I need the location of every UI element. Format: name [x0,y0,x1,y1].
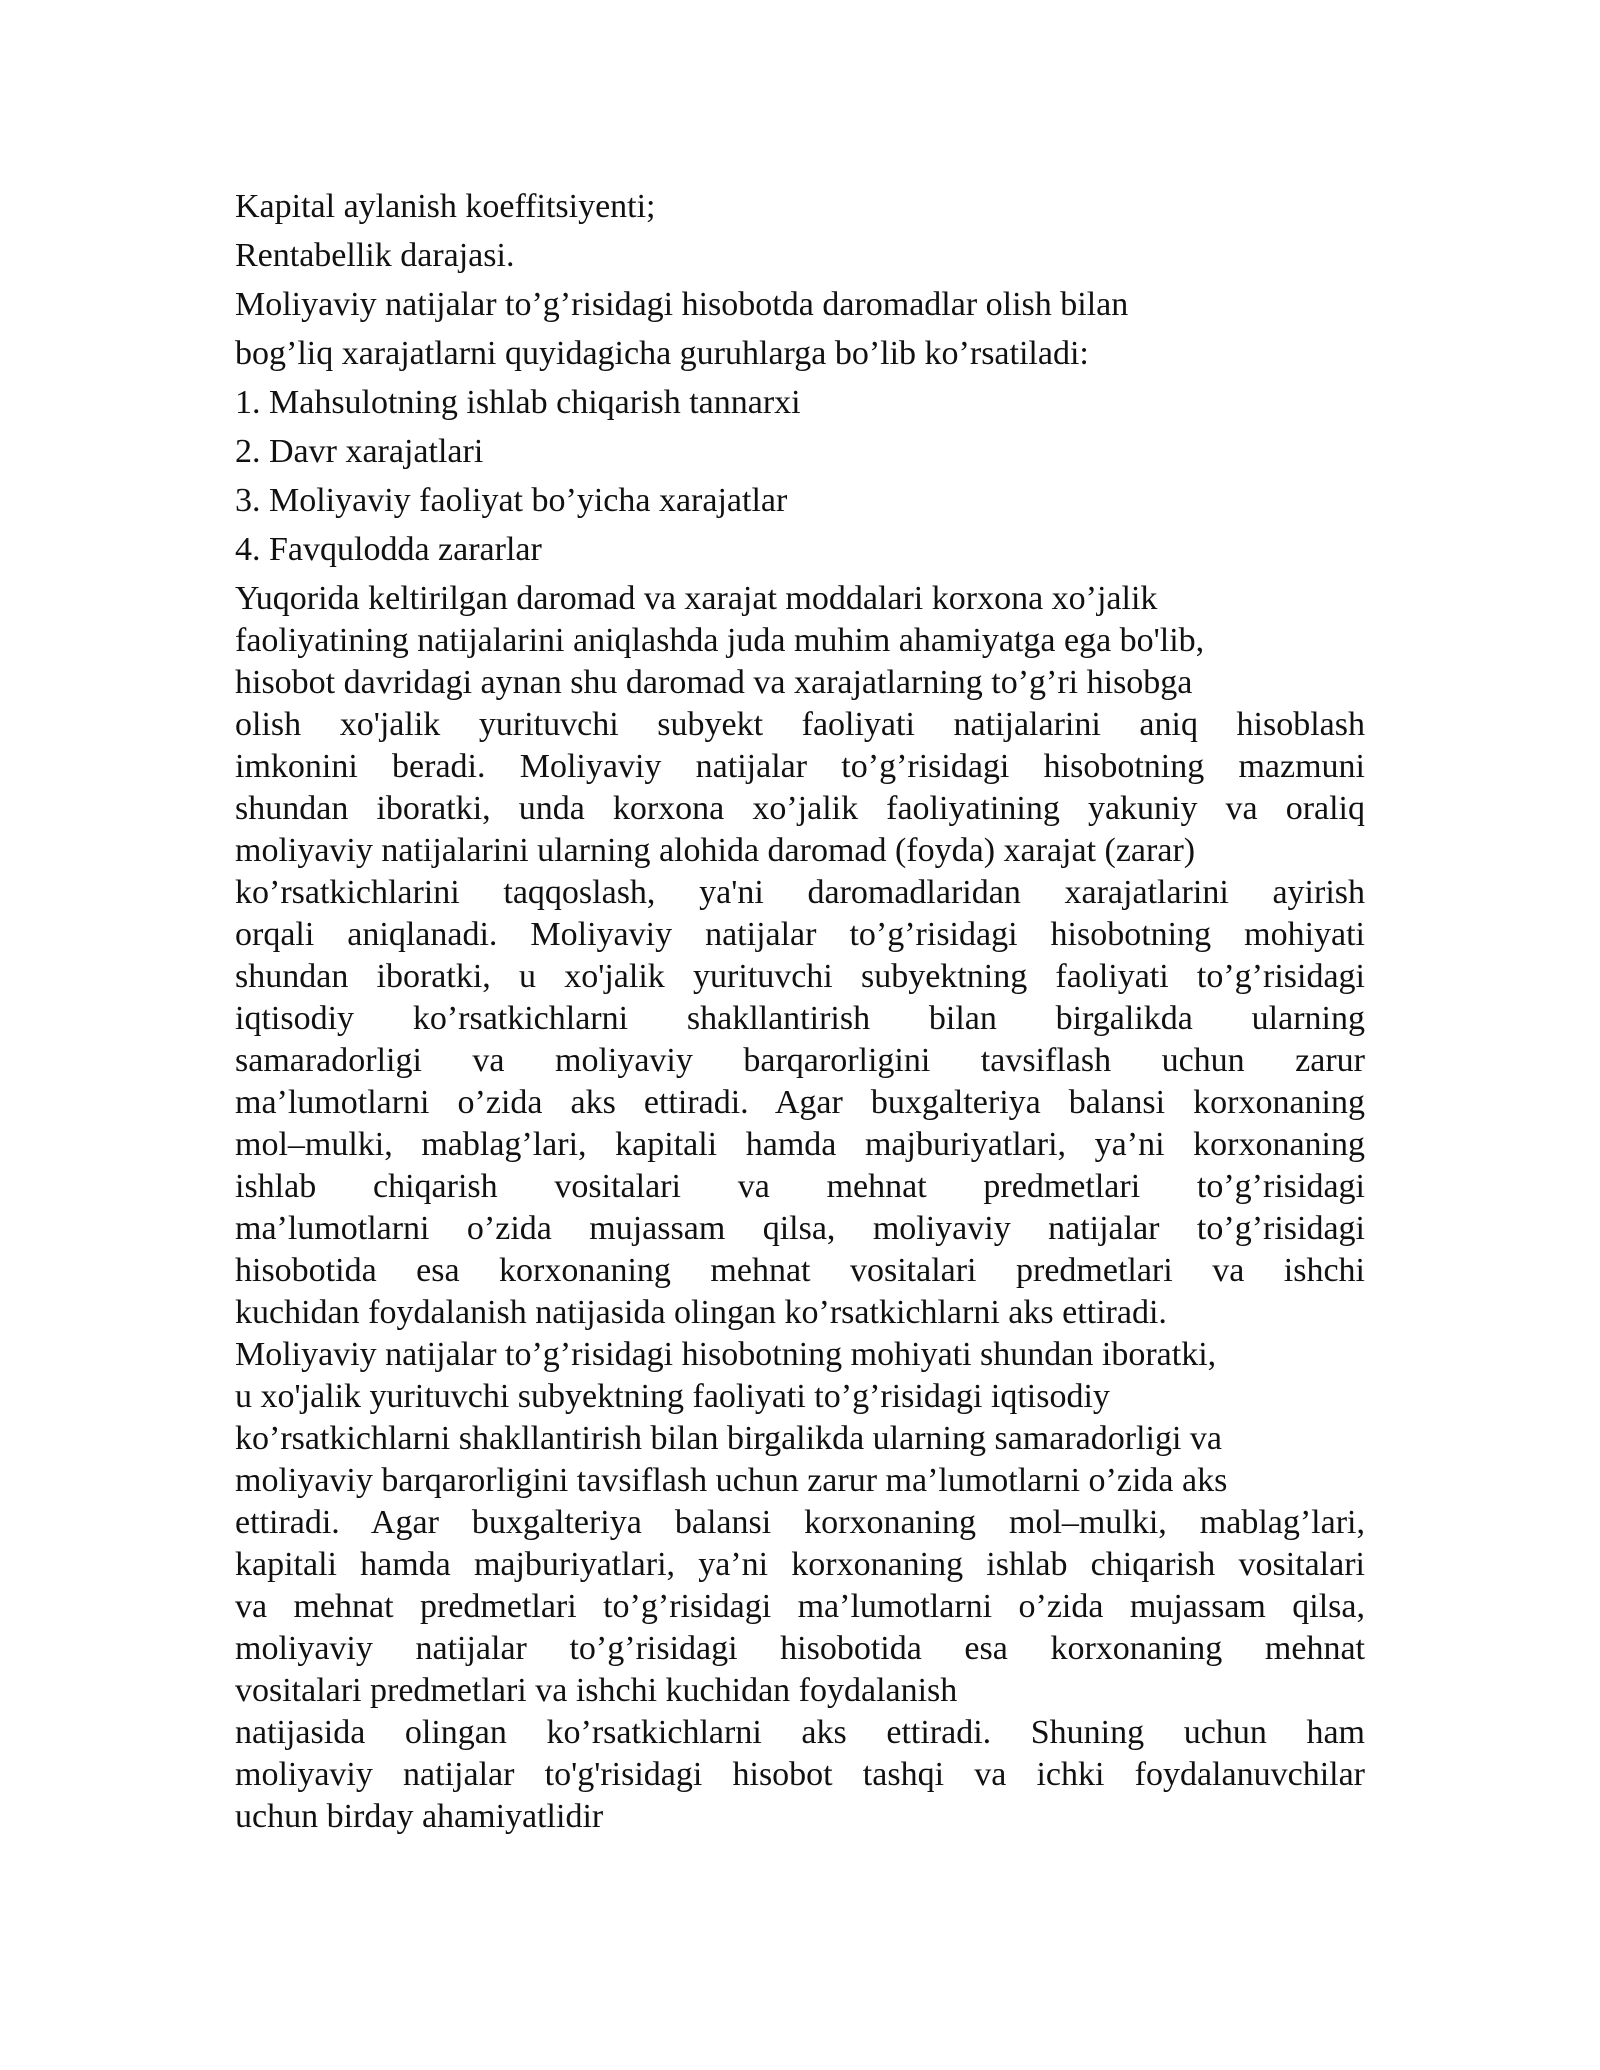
paragraph-line: ma’lumotlarni o’zida mujassam qilsa, moliyaviy natijalar to’g’risidagi [235,1210,1365,1247]
paragraph-line: moliyaviy natijalar to'g'risidagi hisobot tashqi va ichki foydalanuvchilar [235,1756,1365,1793]
text-line: bog’liq xarajatlarni quyidagicha guruhlarga bo’lib ko’rsatiladi: [235,335,1089,372]
paragraph-line: va mehnat predmetlari to’g’risidagi ma’lumotlarni o’zida mujassam qilsa, [235,1588,1365,1625]
paragraph-line: ishlab chiqarish vositalari va mehnat predmetlari to’g’risidagi [235,1168,1365,1205]
paragraph-line: ko’rsatkichlarini taqqoslash, ya'ni daromadlaridan xarajatlarini ayirish [235,874,1365,911]
paragraph-line: samaradorligi va moliyaviy barqarorligini tavsiflash uchun zarur [235,1042,1365,1079]
paragraph-line: orqali aniqlanadi. Moliyaviy natijalar to’g’risidagi hisobotning mohiyati [235,916,1365,953]
paragraph-line: ma’lumotlarni o’zida aks ettiradi. Agar buxgalteriya balansi korxonaning [235,1084,1365,1121]
paragraph-line: shundan iboratki, unda korxona xo’jalik faoliyatining yakuniy va oraliq [235,790,1365,827]
paragraph-line: vositalari predmetlari va ishchi kuchidan foydalanish [235,1672,958,1709]
paragraph-line: shundan iboratki, u xo'jalik yurituvchi subyektning faoliyati to’g’risidagi [235,958,1365,995]
text-line: Kapital aylanish koeffitsiyenti; [235,188,656,225]
paragraph-line: hisobotida esa korxonaning mehnat vositalari predmetlari va ishchi [235,1252,1365,1289]
paragraph-line: Moliyaviy natijalar to’g’risidagi hisobotning mohiyati shundan iboratki, [235,1336,1217,1373]
paragraph-line: imkonini beradi. Moliyaviy natijalar to’g’risidagi hisobotning mazmuni [235,748,1365,785]
paragraph-line: hisobot davridagi aynan shu daromad va xarajatlarning to’g’ri hisobga [235,664,1193,701]
list-item: 4. Favqulodda zararlar [235,531,542,568]
list-item: 2. Davr xarajatlari [235,433,484,470]
paragraph-line: moliyaviy natijalar to’g’risidagi hisobotida esa korxonaning mehnat [235,1630,1365,1667]
list-item: 3. Moliyaviy faoliyat bo’yicha xarajatlar [235,482,788,519]
paragraph-line: u xo'jalik yurituvchi subyektning faoliyati to’g’risidagi iqtisodiy [235,1378,1110,1415]
paragraph-line: moliyaviy natijalarini ularning alohida daromad (foyda) xarajat (zarar) [235,832,1196,869]
text-line: Rentabellik darajasi. [235,237,515,274]
paragraph-line: mol–mulki, mablag’lari, kapitali hamda majburiyatlari, ya’ni korxonaning [235,1126,1365,1163]
paragraph-line: faoliyatining natijalarini aniqlashda juda muhim ahamiyatga ega bo'lib, [235,622,1205,659]
paragraph-line: ettiradi. Agar buxgalteriya balansi korxonaning mol–mulki, mablag’lari, [235,1504,1365,1541]
list-item: 1. Mahsulotning ishlab chiqarish tannarxi [235,384,801,421]
paragraph-line: olish xo'jalik yurituvchi subyekt faoliyati natijalarini aniq hisoblash [235,706,1365,743]
paragraph-line: iqtisodiy ko’rsatkichlarni shakllantirish bilan birgalikda ularning [235,1000,1365,1037]
paragraph-line: kuchidan foydalanish natijasida olingan ko’rsatkichlarni aks ettiradi. [235,1294,1167,1331]
document-page [235,186,1365,1838]
paragraph-line: moliyaviy barqarorligini tavsiflash uchun zarur ma’lumotlarni o’zida aks [235,1462,1228,1499]
paragraph-line: uchun birday ahamiyatlidir [235,1798,604,1835]
paragraph-line: natijasida olingan ko’rsatkichlarni aks ettiradi. Shuning uchun ham [235,1714,1365,1751]
text-line: Moliyaviy natijalar to’g’risidagi hisobotda daromadlar olish bilan [235,286,1129,323]
paragraph-line: kapitali hamda majburiyatlari, ya’ni korxonaning ishlab chiqarish vositalari [235,1546,1365,1583]
paragraph-line: Yuqorida keltirilgan daromad va xarajat moddalari korxona xo’jalik [235,580,1158,617]
paragraph-line: ko’rsatkichlarni shakllantirish bilan birgalikda ularning samaradorligi va [235,1420,1222,1457]
